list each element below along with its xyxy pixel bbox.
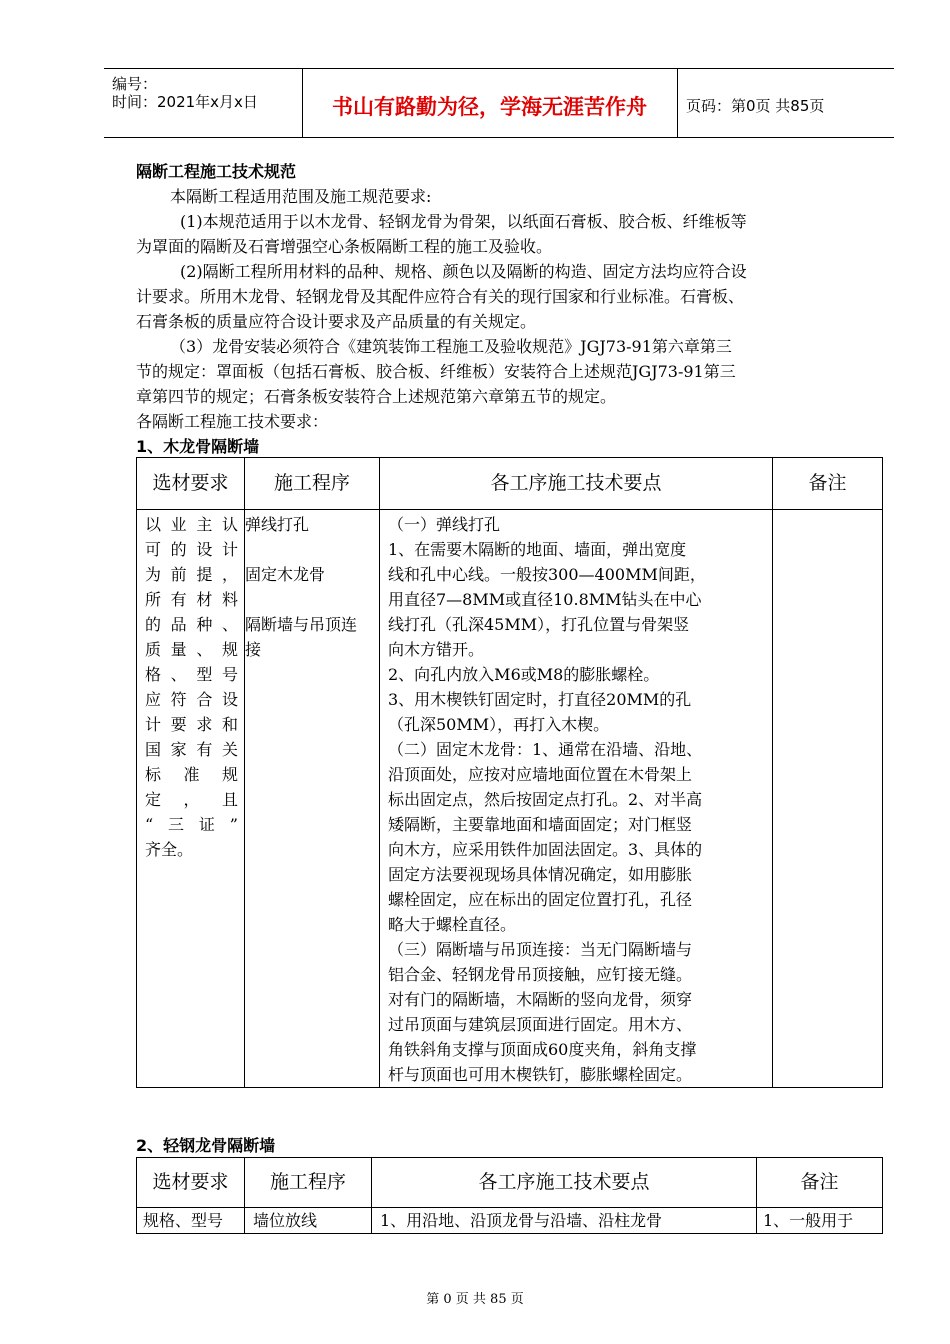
material-line: 质量、规	[145, 640, 238, 659]
requirements-line: 各隔断工程施工技术要求：	[136, 412, 329, 431]
col-header-note: 备注	[757, 1158, 883, 1208]
col-header-material: 选材要求	[137, 458, 245, 510]
point-line: 1、在需要木隔断的地面、墙面，弹出宽度	[388, 540, 687, 559]
material-line: 的品种、	[145, 615, 238, 634]
col-header-note: 备注	[773, 458, 883, 510]
point-line: （孔深50MM），再打入木楔。	[388, 715, 610, 734]
para1-line: (1)本规范适用于以木龙骨、轻钢龙骨为骨架，以纸面石膏板、胶合板、纤维板等	[180, 212, 747, 231]
point-line: 线打孔（孔深45MM），打孔位置与骨架竖	[388, 615, 690, 634]
page-label: 页码：第0页 共85页	[686, 97, 825, 115]
point-line: 铝合金、轻钢龙骨吊顶接触，应钉接无缝。	[388, 965, 693, 984]
para3-line: （3）龙骨安装必须符合《建筑装饰工程施工及验收规范》JGJ73-91第六章第三	[170, 337, 732, 356]
procedure-step: 隔断墙与吊顶连	[245, 615, 358, 634]
col-header-procedure: 施工程序	[245, 1158, 372, 1208]
point-line: 2、向孔内放入M6或M8的膨胀螺栓。	[388, 665, 660, 684]
motto: 书山有路勤为径，学海无涯苦作舟	[332, 95, 647, 119]
material-line: 计要求和	[145, 715, 238, 734]
procedure-cell	[245, 510, 380, 1088]
material-line: 应符合设	[145, 690, 238, 709]
section2-heading: 2、轻钢龙骨隔断墙	[136, 1136, 276, 1155]
col-header-material: 选材要求	[137, 1158, 245, 1208]
time-label: 时间：2021年x月x日	[112, 93, 258, 111]
point-line: 矮隔断，主要靠地面和墙面固定；对门框竖	[388, 815, 693, 834]
point-line: 杆与顶面也可用木楔铁钉，膨胀螺栓固定。	[388, 1065, 693, 1084]
page-header	[104, 68, 894, 138]
procedure-step: 接	[245, 640, 262, 659]
material-line: 以业主认	[145, 515, 238, 534]
material-line: “三证”	[145, 815, 238, 834]
points-cell: 1、用沿地、沿顶龙骨与沿墙、沿柱龙骨	[372, 1208, 757, 1234]
material-cell: 规格、型号	[137, 1208, 245, 1234]
material-line: 所有材料	[145, 590, 238, 609]
intro-line: 本隔断工程适用范围及施工规范要求:	[170, 187, 432, 206]
point-line: 向木方，应采用铁件加固法固定。3、具体的	[388, 840, 703, 859]
para1-line: 为罩面的隔断及石膏增强空心条板隔断工程的施工及验收。	[136, 237, 553, 256]
procedure-step: 固定木龙骨	[245, 565, 326, 584]
page-footer: 第 0 页 共 85 页	[426, 1292, 524, 1307]
steel-keel-table	[136, 1157, 883, 1234]
wood-keel-table	[136, 457, 883, 1088]
material-line: 国家有关	[145, 740, 238, 759]
material-line: 为前提，	[145, 565, 238, 584]
point-line: （三）隔断墙与吊顶连接：当无门隔断墙与	[388, 940, 693, 959]
procedure-cell: 墙位放线	[245, 1208, 372, 1234]
material-line: 齐全。	[145, 840, 194, 859]
code-label: 编号：	[112, 75, 158, 93]
para2-line: (2)隔断工程所用材料的品种、规格、颜色以及隔断的构造、固定方法均应符合设	[180, 262, 747, 281]
para2-line: 石膏条板的质量应符合设计要求及产品质量的有关规定。	[136, 312, 537, 331]
col-header-points: 各工序施工技术要点	[380, 458, 773, 510]
point-line: 对有门的隔断墙，木隔断的竖向龙骨，须穿	[388, 990, 693, 1009]
material-line: 标准规	[145, 765, 238, 784]
point-line: 3、用木楔铁钉固定时，打直径20MM的孔	[388, 690, 692, 709]
section1-heading: 1、木龙骨隔断墙	[136, 437, 260, 456]
point-line: 向木方错开。	[388, 640, 485, 659]
header-divider	[677, 69, 678, 137]
procedure-step: 弹线打孔	[245, 515, 310, 534]
point-line: 沿顶面处，应按对应墙地面位置在木骨架上	[388, 765, 693, 784]
point-line: 过吊顶面与建筑层顶面进行固定。用木方、	[388, 1015, 693, 1034]
col-header-procedure: 施工程序	[245, 458, 380, 510]
para2-line: 计要求。所用木龙骨、轻钢龙骨及其配件应符合有关的现行国家和行业标准。石膏板、	[136, 287, 745, 306]
point-line: 标出固定点，然后按固定点打孔。2、对半高	[388, 790, 703, 809]
point-line: （二）固定木龙骨：1、通常在沿墙、沿地、	[388, 740, 703, 759]
point-line: 线和孔中心线。一般按300—400MM间距，	[388, 565, 706, 584]
para3-line: 节的规定：罩面板（包括石膏板、胶合板、纤维板）安装符合上述规范JGJ73-91第三	[136, 362, 736, 381]
note-cell: 1、一般用于	[757, 1208, 883, 1234]
points-cell	[380, 510, 773, 1088]
note-cell	[773, 510, 883, 1088]
material-cell	[137, 510, 245, 1088]
point-line: 略大于螺栓直径。	[388, 915, 517, 934]
point-line: 固定方法要视现场具体情况确定，如用膨胀	[388, 865, 693, 884]
doc-title: 隔断工程施工技术规范	[136, 162, 297, 181]
point-line: 螺栓固定，应在标出的固定位置打孔，孔径	[388, 890, 693, 909]
para3-line: 章第四节的规定；石膏条板安装符合上述规范第六章第五节的规定。	[136, 387, 617, 406]
material-line: 可的设计	[145, 540, 238, 559]
point-line: 角铁斜角支撑与顶面成60度夹角，斜角支撑	[388, 1040, 697, 1059]
material-line: 格、型号	[145, 665, 238, 684]
material-line: 定，且	[145, 790, 238, 809]
point-line: 用直径7—8MM或直径10.8MM钻头在中心	[388, 590, 702, 609]
col-header-points: 各工序施工技术要点	[372, 1158, 757, 1208]
point-line: （一）弹线打孔	[388, 515, 501, 534]
